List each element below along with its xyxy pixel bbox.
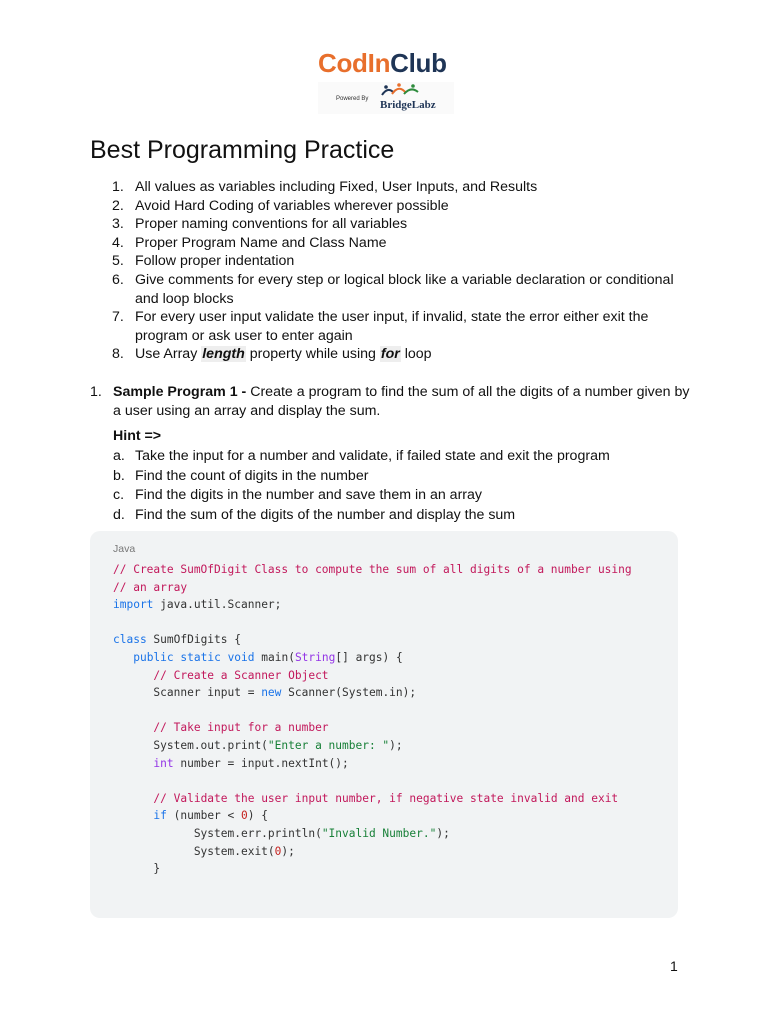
code-token-plain: ); — [281, 844, 295, 858]
practice-number: 8. — [112, 346, 124, 363]
code-token-number: 0 — [241, 809, 248, 823]
practice-item — [112, 252, 692, 271]
practice-item — [112, 271, 692, 308]
code-token-plain: Scanner(System.in); — [281, 686, 417, 700]
hint-item — [113, 467, 610, 487]
practice-text: loop — [400, 346, 432, 363]
code-line — [113, 702, 632, 720]
practice-text: For every user input validate the user input, if invalid, state the error either exit the program or ask user to enter again — [135, 309, 649, 344]
code-line — [113, 614, 632, 632]
code-token-plain — [221, 651, 228, 664]
practice-number: 6. — [112, 271, 124, 288]
logo-wordmark: CodInClub — [318, 48, 447, 78]
code-token-string: "Enter a number: " — [267, 738, 390, 752]
practice-number: 2. — [112, 197, 124, 214]
hint-letter: a. — [113, 448, 125, 464]
practice-number: 7. — [112, 309, 124, 326]
code-token-keyword: static — [180, 650, 221, 664]
code-token-plain: ) { — [247, 809, 268, 823]
code-token-plain: } — [113, 862, 161, 876]
practice-item — [112, 215, 692, 234]
hint-item — [113, 506, 610, 526]
practice-item — [112, 308, 692, 345]
code-line — [113, 684, 632, 702]
code-token-keyword: if — [153, 809, 167, 823]
hint-text: Take the input for a number and validate, if failed state and exit the program — [135, 448, 610, 464]
code-token-plain: java.util.Scanner; — [153, 598, 282, 612]
code-token-comment: // Validate the user input number, if negative state invalid and exit — [153, 791, 619, 805]
code-token-keyword: class — [113, 633, 147, 647]
practice-text: All values as variables including Fixed, User Inputs, and Results — [135, 179, 538, 195]
code-token-keyword: import — [113, 598, 154, 612]
code-token-plain: ); — [436, 826, 450, 840]
code-line — [113, 719, 632, 737]
powered-by-label: Powered By — [336, 96, 369, 102]
code-token-plain: number = input.nextInt(); — [173, 756, 349, 770]
practice-number: 4. — [112, 234, 124, 251]
practice-number: 5. — [112, 253, 124, 270]
code-line — [113, 772, 632, 790]
code-token-plain: ); — [389, 738, 403, 752]
code-token-type: int — [153, 756, 174, 770]
practice-text: Proper Program Name and Class Name — [135, 234, 387, 251]
practice-text: Follow proper indentation — [135, 253, 295, 270]
code-line — [113, 561, 632, 579]
code-line — [113, 579, 632, 597]
logo-subline — [318, 82, 454, 114]
code-line — [113, 649, 632, 667]
practice-text: property while using — [245, 346, 380, 363]
code-token-plain: [] args) { — [335, 650, 403, 664]
code-token-comment: // Create SumOfDigit Class to compute the sum of all digits of a number using — [113, 563, 632, 576]
code-line — [113, 631, 632, 649]
code-token-number: 0 — [274, 844, 282, 858]
practice-text: Avoid Hard Coding of variables wherever possible — [135, 197, 449, 214]
code-token-plain: SumOfDigits { — [146, 633, 241, 647]
code-token-plain — [113, 721, 153, 734]
practice-item — [112, 197, 692, 216]
code-token-plain — [113, 669, 153, 682]
code-line — [113, 737, 632, 755]
hint-text: Find the sum of the digits of the number and display the sum — [135, 506, 516, 523]
bridgelabz-figures-icon — [380, 82, 420, 98]
hint-text: Find the digits in the number and save them in an array — [135, 487, 482, 503]
code-token-plain: Scanner input = — [113, 686, 262, 700]
code-block — [90, 531, 678, 918]
code-line — [113, 667, 632, 685]
practice-number: 1. — [112, 179, 124, 195]
code-line — [113, 790, 632, 808]
code-line — [113, 825, 632, 843]
code-token-plain: main( — [254, 650, 295, 664]
practice-item — [112, 234, 692, 253]
for-keyword: for — [380, 346, 400, 363]
practice-text: Proper naming conventions for all variables — [135, 216, 408, 233]
code-token-plain — [113, 792, 153, 805]
code-line — [113, 807, 632, 825]
sample-program — [90, 383, 690, 420]
code-token-keyword: void — [227, 650, 255, 664]
sample-label: Sample Program 1 - — [113, 384, 247, 400]
practice-item — [112, 345, 692, 364]
code-token-plain: System.out.print( — [113, 738, 268, 752]
code-token-plain — [113, 809, 153, 822]
hint-item — [113, 486, 610, 506]
code-token-plain — [113, 651, 133, 664]
code-token-comment: // Create a Scanner Object — [153, 668, 329, 682]
hint-letter: d. — [113, 506, 125, 523]
code-token-keyword: public — [133, 650, 174, 664]
length-keyword: length — [202, 346, 245, 363]
code-language-label: Java — [113, 543, 136, 555]
code-token-plain: System.err.println( — [113, 826, 322, 840]
hint-title: Hint => — [113, 428, 162, 444]
code-token-comment: // Take input for a number — [153, 721, 329, 735]
code-token-plain: (number < — [166, 809, 241, 823]
practice-text: Use Array — [135, 346, 202, 363]
code-token-plain: System.exit( — [113, 844, 275, 858]
code-content — [113, 561, 632, 878]
code-line — [113, 843, 632, 861]
code-line — [113, 755, 632, 773]
practices-list — [112, 178, 692, 364]
hint-text: Find the count of digits in the number — [135, 467, 369, 484]
code-token-keyword: new — [261, 686, 282, 700]
code-token-plain — [113, 757, 153, 770]
hint-item — [113, 447, 610, 467]
practice-item — [112, 178, 692, 197]
codinclub-logo — [316, 48, 454, 116]
code-line — [113, 596, 632, 614]
bridgelabz-wordmark: BridgeLabz — [380, 99, 436, 111]
code-token-type: String — [294, 650, 336, 664]
page-title: Best Programming Practice — [90, 136, 395, 164]
sample-number: 1. — [90, 384, 102, 400]
hint-letter: c. — [113, 487, 125, 503]
hint-letter: b. — [113, 467, 125, 484]
sample-text — [90, 383, 690, 420]
sample-description: Create a program to find the sum of all the digits of a number given by a user using an array and display the sum. — [113, 384, 690, 419]
code-token-comment: // an array — [113, 580, 188, 594]
practice-number: 3. — [112, 216, 124, 233]
code-line — [113, 860, 632, 878]
practice-text: Give comments for every step or logical block like a variable declaration or conditional and loop blocks — [135, 271, 674, 307]
code-token-string: "Invalid Number." — [321, 826, 437, 840]
hint-list — [113, 447, 610, 525]
page-number: 1 — [670, 958, 678, 974]
